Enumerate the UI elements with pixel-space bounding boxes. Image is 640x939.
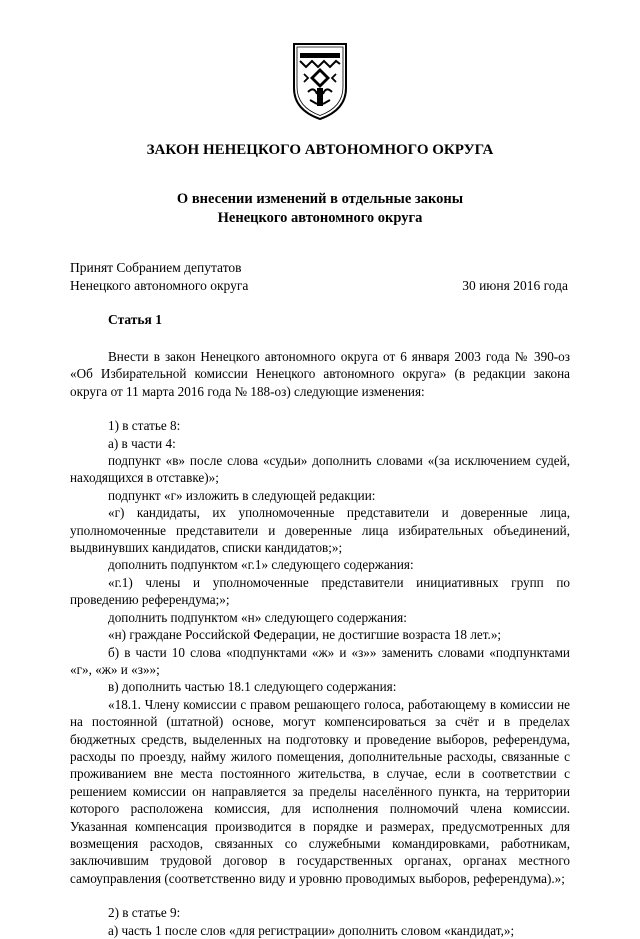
adoption-block [70, 259, 248, 295]
list-item: а) в части 4: [108, 435, 176, 451]
adoption-line-2: Ненецкого автономного округа [70, 278, 249, 293]
list-item: подпункт «в» после слова «судьи» дополнить словами «(за исключением судей, находящихся в отставке)»; [70, 453, 570, 486]
list-item: «г.1) члены и уполномоченные представители инициативных групп по проведению референдума;»; [70, 574, 570, 608]
law-subtitle [0, 190, 640, 228]
subtitle-line-2: Ненецкого автономного округа [217, 210, 423, 226]
list-item: в) дополнить частью 18.1 следующего содержания: [108, 679, 397, 695]
article-heading: Статья 1 [108, 312, 162, 327]
list-item: а) часть 1 после слов «для регистрации» дополнить словом «кандидат,»; [108, 922, 515, 938]
list-item: «н) граждане Российской Федерации, не достигшие возраста 18 лет.»; [108, 627, 502, 643]
subtitle-line-1: О внесении изменений в отдельные законы [176, 191, 464, 207]
law-title: ЗАКОН НЕНЕЦКОГО АВТОНОМНОГО ОКРУГА [146, 142, 494, 158]
article-intro-paragraph: Внести в закон Ненецкого автономного округа от 6 января 2003 года № 390-оз «Об Избирательной комиссии Ненецкого автономного округа» (в редакции закона округа от 11 марта 2016 года № 188-оз) следующие изменения: [70, 349, 570, 399]
adoption-date: 30 июня 2016 года [462, 278, 568, 293]
list-item: 1) в статье 8: [108, 418, 181, 434]
adoption-line-1: Принят Собранием депутатов [70, 260, 242, 275]
list-item: «г) кандидаты, их уполномоченные представители и доверенные лица, уполномоченные представители и доверенные лица избирательных объединений, выдвинувших кандидатов, списки кандидатов;»; [70, 505, 570, 556]
list-item: дополнить подпунктом «н» следующего содержания: [108, 609, 407, 625]
list-item: «18.1. Члену комиссии с правом решающего голоса, работающему в комиссии не на постоянной (штатной) основе, могут компенсироваться за счёт и в пределах бюджетных средств, выделенных на подготовку и проведение выборов, референдума, расходы по проезду, найму жилого помещения, дополнительные расходы, связанные с проживанием вне места постоянного жительства, в случае, если в соответствии с решением комиссии он направляется за пределы населённого пункта, на территории которого расположена комиссия, для исполнения полномочий члена комиссии. Указанная компенсация производится в порядке и размерах, предусмотренных для возмещения расходов, связанных со служебными командировками, работникам, заключившим трудовой договор в государственных органах, органах местного самоуправления (соответственно виду и уровню проводимых выборов, референдума).»; [70, 696, 570, 886]
list-item: б) в части 10 слова «подпунктами «ж» и «з»» заменить словами «подпунктами «г», «ж» и «з»»; [70, 644, 570, 677]
coat-of-arms-emblem [290, 40, 350, 122]
list-item: подпункт «г» изложить в следующей редакции: [108, 487, 376, 503]
article-body [70, 331, 570, 939]
list-item: 2) в статье 9: [108, 905, 181, 921]
list-item: дополнить подпунктом «г.1» следующего содержания: [108, 557, 414, 573]
